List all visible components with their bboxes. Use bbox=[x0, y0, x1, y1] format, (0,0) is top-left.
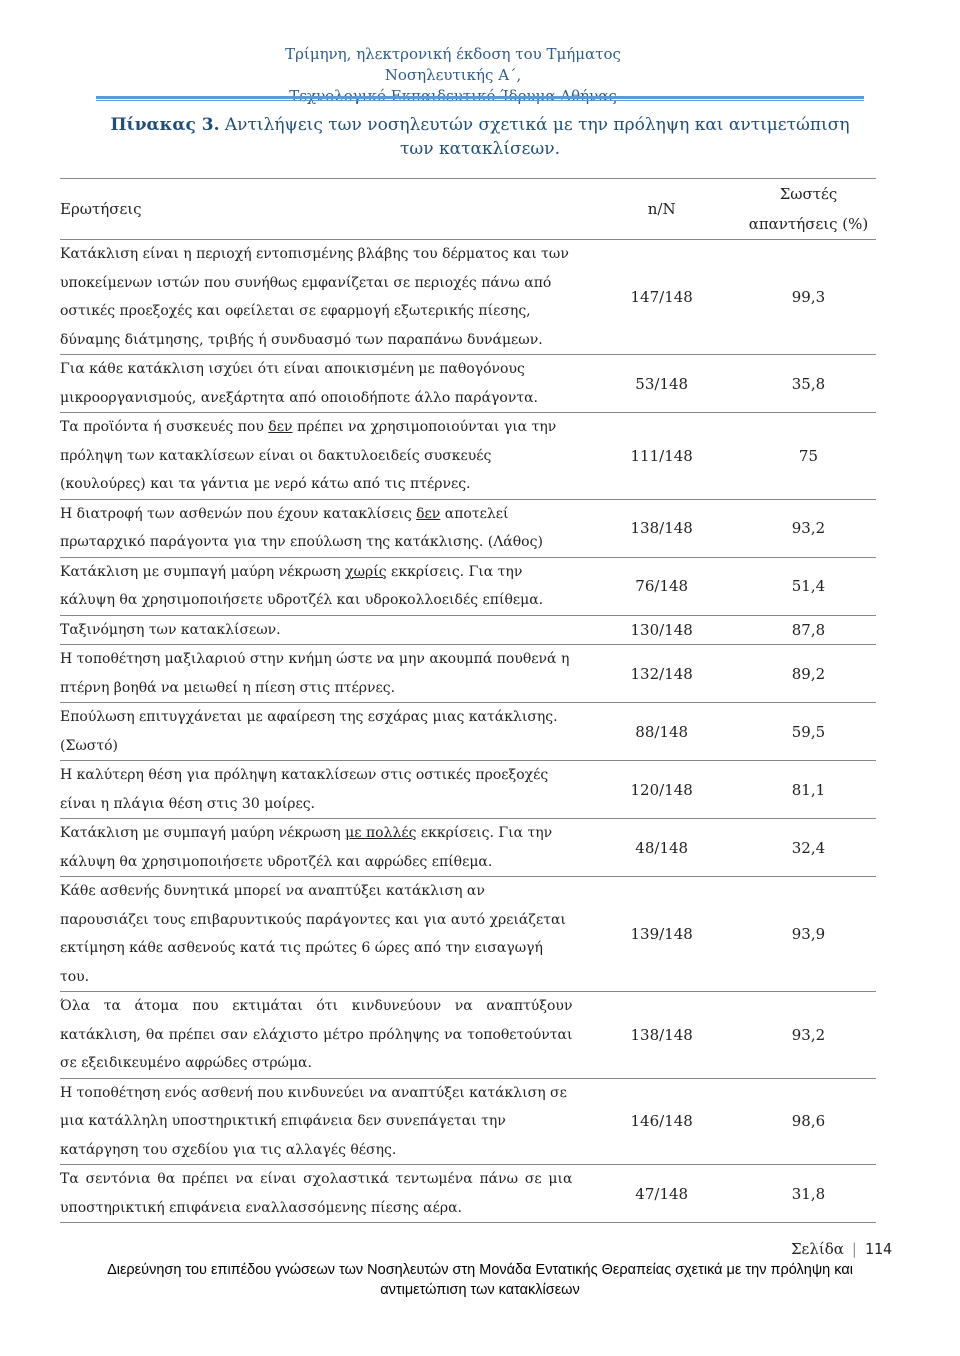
question-cell bbox=[60, 992, 592, 1079]
question-text: Κάθε ασθενής δυνητικά μπορεί να αναπτύξει κατάκλιση αν παρουσιάζει τους επιβαρυντικούς παράγοντες και για αυτό χρειάζεται εκτίμηση κάθε ασθενούς κατά τις πρώτες 6 ώρες από την εισαγωγή του. bbox=[60, 883, 566, 985]
question-emphasis: χωρίς bbox=[345, 563, 387, 580]
table-row bbox=[60, 703, 876, 761]
table-row bbox=[60, 761, 876, 819]
question-cell bbox=[60, 703, 592, 761]
table-caption-text: Αντιλήψεις των νοσηλευτών σχετικά με την πρόληψη και αντιμετώπιση των κατακλίσεων. bbox=[219, 115, 850, 159]
header-divider bbox=[96, 96, 864, 99]
question-text: Η τοποθέτηση μαξιλαριού στην κνήμη ώστε να μην ακουμπά πουθενά η πτέρνη βοηθά να μειωθεί η πίεση στις πτέρνες. bbox=[60, 651, 570, 696]
n-cell: 130/148 bbox=[630, 620, 693, 639]
question-emphasis: με πολλές bbox=[345, 825, 417, 841]
page-separator: | bbox=[849, 1240, 859, 1258]
question-text: Όλα τα άτομα που εκτιμάται ότι κινδυνεύουν να αναπτύξουν κατάκλιση, θα πρέπει σαν ελάχιστο μέτρο πρόληψης να τοποθετούνται σε εξειδικευμένο αφρώδες στρώμα. bbox=[60, 998, 573, 1071]
percent-cell: 93,9 bbox=[791, 925, 826, 943]
table-caption bbox=[96, 113, 864, 161]
question-text: Κατάκλιση με συμπαγή μαύρη νέκρωση bbox=[60, 563, 346, 580]
n-cell: 48/148 bbox=[635, 838, 689, 857]
question-text-cont: αποτελεί πρωταρχικό παράγοντα για την επούλωση της κατάκλισης. (Λάθος) bbox=[60, 505, 543, 550]
percent-cell: 98,6 bbox=[791, 1112, 826, 1131]
question-emphasis: δεν bbox=[268, 419, 293, 435]
percent-cell: 93,2 bbox=[791, 519, 826, 537]
document-footer bbox=[80, 1260, 880, 1300]
page-number-value: 114 bbox=[864, 1240, 892, 1258]
header-percent-line2: απαντήσεις (%) bbox=[748, 215, 869, 233]
n-cell: 53/148 bbox=[635, 374, 689, 393]
question-text: Η τοποθέτηση ενός ασθενή που κινδυνεύει να αναπτύξει κατάκλιση σε μια κατάλληλη υποστηρικτική επιφάνεια δεν συνεπάγεται την κατάργηση του σχεδίου για τις αλλαγές θέσης. bbox=[60, 1084, 567, 1158]
journal-header-line2: Τεχνολογικό Εκπαιδευτικό Ίδρυμα Αθήνας bbox=[289, 87, 617, 105]
header-percent-line1: Σωστές bbox=[779, 185, 838, 203]
percent-cell: 99,3 bbox=[791, 288, 826, 306]
question-cell bbox=[60, 819, 592, 877]
percent-cell: 31,8 bbox=[791, 1184, 826, 1203]
footer-line2: αντιμετώπιση των κατακλίσεων bbox=[380, 1282, 580, 1298]
percent-cell: 75 bbox=[798, 446, 818, 465]
n-cell: 139/148 bbox=[630, 925, 693, 943]
question-text: Κατάκλιση με συμπαγή μαύρη νέκρωση bbox=[60, 825, 346, 841]
table-row bbox=[60, 499, 876, 557]
journal-header-line1: Τρίμηνη, ηλεκτρονική έκδοση του Τμήματος Νοσηλευτικής Α΄, bbox=[285, 45, 621, 84]
table-row bbox=[60, 992, 876, 1079]
n-cell: 138/148 bbox=[630, 519, 693, 537]
table-row bbox=[60, 413, 876, 500]
percent-cell: 32,4 bbox=[791, 838, 826, 857]
table-row bbox=[60, 557, 876, 615]
n-cell: 47/148 bbox=[635, 1184, 689, 1203]
table-row bbox=[60, 877, 876, 992]
header-n: n/N bbox=[647, 200, 676, 218]
question-cell bbox=[60, 645, 592, 703]
question-cell bbox=[60, 355, 592, 413]
question-cell bbox=[60, 1165, 592, 1223]
table-row bbox=[60, 615, 876, 645]
question-cell bbox=[60, 761, 592, 819]
n-cell: 138/148 bbox=[630, 1025, 693, 1044]
percent-cell: 51,4 bbox=[791, 577, 826, 595]
n-cell: 146/148 bbox=[630, 1112, 693, 1131]
question-text-cont: πρέπει να χρησιμοποιούνται για την πρόληψη των κατακλίσεων είναι οι δακτυλοειδείς συσκευές (κουλούρες) και τα γάντια με νερό κάτω από τις πτέρνες. bbox=[60, 419, 557, 492]
header-questions: Ερωτήσεις bbox=[60, 199, 142, 218]
question-cell bbox=[60, 413, 592, 500]
question-text: Η καλύτερη θέση για πρόληψη κατακλίσεων στις οστικές προεξοχές είναι η πλάγια θέση στις 30 μοίρες. bbox=[60, 767, 549, 812]
n-cell: 120/148 bbox=[630, 780, 693, 799]
percent-cell: 87,8 bbox=[791, 620, 826, 639]
page-label: Σελίδα bbox=[790, 1240, 844, 1258]
n-cell: 132/148 bbox=[630, 664, 693, 683]
table-row bbox=[60, 1165, 876, 1223]
question-cell bbox=[60, 877, 592, 992]
footer-line1: Διερεύνηση του επιπέδου γνώσεων των Νοσηλευτών στη Μονάδα Εντατικής Θεραπείας σχετικά με την πρόληψη και bbox=[107, 1262, 853, 1278]
header-divider-thin bbox=[96, 100, 864, 101]
n-cell: 111/148 bbox=[630, 446, 693, 465]
percent-cell: 81,1 bbox=[791, 780, 826, 799]
question-cell bbox=[60, 240, 592, 355]
table-header-row bbox=[60, 179, 876, 240]
question-text: Κατάκλιση είναι η περιοχή εντοπισμένης βλάβης του δέρματος και των υποκείμενων ιστών που συνήθως εμφανίζεται σε περιοχές πάνω από οστικές προεξοχές και οφείλεται σε εφαρμογή εξωτερικής πίεσης, δύναμης διάτμησης, τριβής ή συνδυασμό των παραπάνω δυνάμεων. bbox=[60, 246, 569, 348]
question-text: Τα σεντόνια θα πρέπει να είναι σχολαστικά τεντωμένα πάνω σε μια υποστηρικτική επιφάνεια εναλλασσόμενης πίεσης αέρα. bbox=[60, 1171, 573, 1216]
question-text: Ταξινόμηση των κατακλίσεων. bbox=[60, 621, 281, 638]
table-row bbox=[60, 1078, 876, 1165]
header-percent bbox=[731, 179, 876, 240]
n-cell: 147/148 bbox=[630, 288, 693, 306]
question-text: Για κάθε κατάκλιση ισχύει ότι είναι αποικισμένη με παθογόνους μικροοργανισμούς, ανεξάρτητα από οποιοδήποτε άλλο παράγοντα. bbox=[60, 361, 538, 406]
percent-cell: 35,8 bbox=[791, 374, 826, 393]
n-cell: 76/148 bbox=[635, 577, 689, 595]
page-number bbox=[791, 1240, 892, 1258]
question-cell bbox=[60, 557, 592, 615]
table-body bbox=[60, 240, 876, 1223]
question-text-cont: εκκρίσεις. Για την κάλυψη θα χρησιμοποιήσετε υδροτζέλ και αφρώδες επίθεμα. bbox=[60, 825, 553, 870]
percent-cell: 93,2 bbox=[791, 1025, 826, 1044]
question-emphasis: δεν bbox=[416, 505, 441, 522]
results-table bbox=[60, 178, 876, 1223]
question-text-cont: εκκρίσεις. Για την κάλυψη θα χρησιμοποιήσετε υδροτζέλ και υδροκολλοειδές επίθεμα. bbox=[60, 563, 544, 608]
table-row bbox=[60, 240, 876, 355]
n-cell: 88/148 bbox=[635, 722, 689, 741]
question-text: Η διατροφή των ασθενών που έχουν κατακλίσεις bbox=[60, 505, 417, 522]
question-text: Επούλωση επιτυγχάνεται με αφαίρεση της εσχάρας μιας κατάκλισης. (Σωστό) bbox=[60, 709, 558, 754]
table-caption-label: Πίνακας 3. bbox=[110, 115, 220, 135]
table-row bbox=[60, 355, 876, 413]
table-row bbox=[60, 645, 876, 703]
question-text: Τα προϊόντα ή συσκευές που bbox=[60, 419, 269, 435]
percent-cell: 89,2 bbox=[791, 664, 826, 683]
table-row bbox=[60, 819, 876, 877]
question-cell bbox=[60, 615, 592, 645]
question-cell bbox=[60, 499, 592, 557]
percent-cell: 59,5 bbox=[791, 722, 826, 741]
question-cell bbox=[60, 1078, 592, 1165]
